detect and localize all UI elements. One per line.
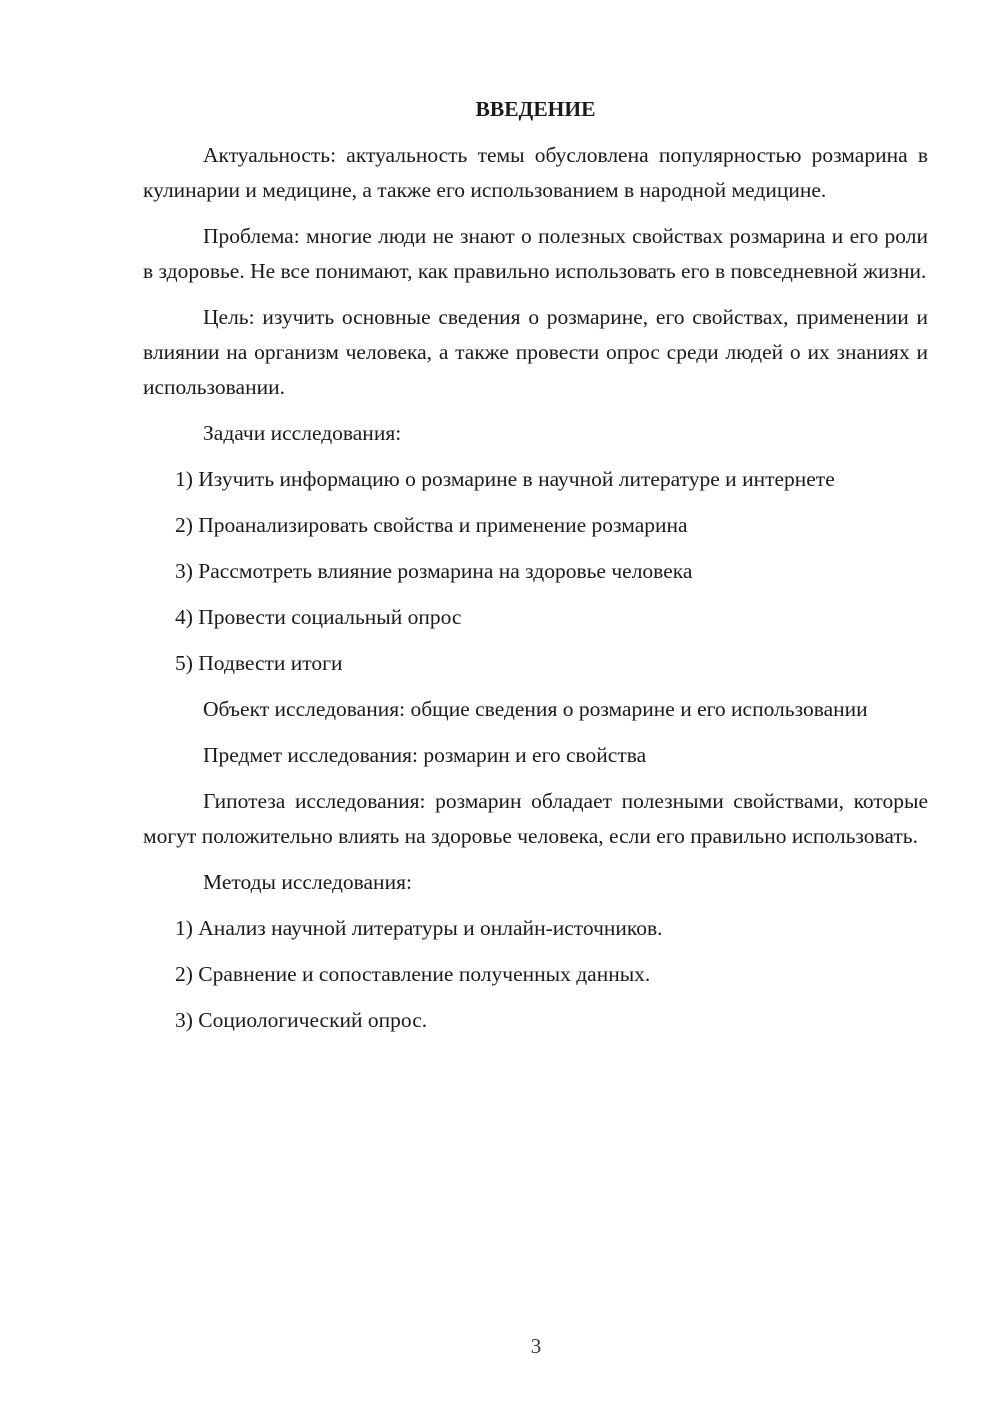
task-item-1: 1) Изучить информацию о розмарине в научной литературе и интернете	[175, 467, 835, 491]
goal-paragraph: Цель: изучить основные сведения о розмарине, его свойствах, применении и влиянии на организм человека, а также провести опрос среди людей о их знаниях и использовании.	[143, 305, 928, 399]
object-paragraph: Объект исследования: общие сведения о розмарине и его использовании	[203, 697, 868, 721]
task-item-3: 3) Рассмотреть влияние розмарина на здоровье человека	[175, 559, 693, 583]
section-title: ВВЕДЕНИЕ	[475, 97, 596, 121]
hypothesis-paragraph: Гипотеза исследования: розмарин обладает полезными свойствами, которые могут положительно влиять на здоровье человека, если его правильно использовать.	[143, 789, 928, 848]
methods-heading: Методы исследования:	[203, 870, 412, 894]
task-item-5: 5) Подвести итоги	[175, 651, 343, 675]
page-number: 3	[530, 1334, 542, 1358]
subject-paragraph: Предмет исследования: розмарин и его свойства	[203, 743, 647, 767]
task-item-2: 2) Проанализировать свойства и применение розмарина	[175, 513, 688, 537]
tasks-heading: Задачи исследования:	[203, 421, 402, 445]
document-page	[143, 92, 928, 1049]
method-item-1: 1) Анализ научной литературы и онлайн-источников.	[175, 916, 663, 940]
relevance-paragraph: Актуальность: актуальность темы обусловлена популярностью розмарина в кулинарии и медицине, а также его использованием в народной медицине.	[143, 143, 928, 202]
task-item-4: 4) Провести социальный опрос	[175, 605, 462, 629]
problem-paragraph: Проблема: многие люди не знают о полезных свойствах розмарина и его роли в здоровье. Не все понимают, как правильно использовать его в повседневной жизни.	[143, 224, 928, 283]
method-item-3: 3) Социологический опрос.	[175, 1008, 428, 1032]
method-item-2: 2) Сравнение и сопоставление полученных данных.	[175, 962, 651, 986]
